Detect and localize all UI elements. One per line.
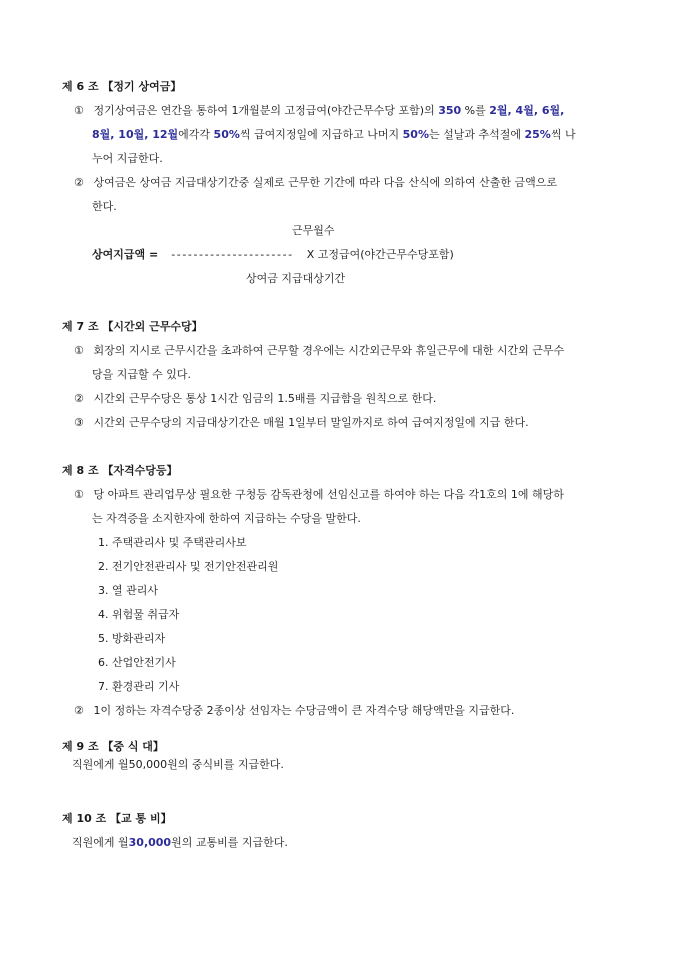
- article-7-para-3: ③ 시간외 근무수당의 지급대상기간은 매월 1일부터 말일까지로 하여 급여지정일에 지급 한다.: [74, 416, 529, 429]
- article-8-para-1-line-2: 는 자격증을 소지한자에 한하여 지급하는 수당을 말한다.: [92, 512, 361, 525]
- list-item: 1. 주택관리사 및 주택관리사보: [98, 536, 247, 549]
- article-6-para-2-line-2: 한다.: [92, 200, 117, 213]
- article-10-body: 직원에게 월30,000원의 교통비를 지급한다.: [72, 836, 288, 849]
- article-6-para-1-line-2: 8월, 10월, 12월에각각 50%씩 급여지정일에 지급하고 나머지 50%는 설날과 추석절에 25%씩 나: [92, 128, 576, 141]
- formula-multiplier: X 고정급여(야간근무수당포함): [306, 248, 454, 261]
- article-8-para-2: ② 1이 정하는 자격수당중 2종이상 선임자는 수당금액이 큰 자격수당 해당액만을 지급한다.: [74, 704, 515, 717]
- article-10-heading: 제 10 조 【교 통 비】: [62, 812, 172, 825]
- list-item: 5. 방화관리자: [98, 632, 166, 645]
- article-6-para-1-line-3: 누어 지급한다.: [92, 152, 163, 165]
- article-9-heading: 제 9 조 【중 식 대】: [62, 740, 164, 753]
- list-item: 7. 환경관리 기사: [98, 680, 180, 693]
- formula-denominator: 상여금 지급대상기간: [246, 272, 346, 285]
- list-item: 6. 산업안전기사: [98, 656, 176, 669]
- formula-numerator: 근무월수: [292, 224, 335, 237]
- article-9-body: 직원에게 월50,000원의 중식비를 지급한다.: [72, 758, 284, 771]
- list-item: 2. 전기안전관리사 및 전기안전관리원: [98, 560, 279, 573]
- formula-label: 상여지급액 =: [92, 248, 159, 261]
- formula-line: [92, 248, 454, 262]
- article-6-para-1-line-1: ① 정기상여금은 연간을 통하여 1개월분의 고정급여(야간근무수당 포함)의 350 %를 2월, 4월, 6월,: [74, 104, 565, 117]
- article-8-para-1-line-1: ① 당 아파트 관리업무상 필요한 구청등 감독관청에 선임신고를 하여야 하는 다음 각1호의 1에 해당하: [74, 488, 564, 501]
- para-number: ②: [74, 176, 84, 189]
- article-8-heading: 제 8 조 【자격수당등】: [62, 464, 178, 477]
- para-number: ①: [74, 104, 84, 117]
- article-6-para-2-line-1: ② 상여금은 상여금 지급대상기간중 실제로 근무한 기간에 따라 다음 산식에 의하여 산출한 금액으로: [74, 176, 557, 189]
- formula-fraction-bar: ----------------------: [171, 248, 294, 261]
- list-item: 3. 열 관리사: [98, 584, 158, 597]
- article-7-para-1-line-1: ① 회장의 지시로 근무시간을 초과하여 근무할 경우에는 시간외근무와 휴일근무에 대한 시간외 근무수: [74, 344, 565, 357]
- list-item: 4. 위험물 취급자: [98, 608, 180, 621]
- article-7-para-1-line-2: 당을 지급할 수 있다.: [92, 368, 191, 381]
- article-7-para-2: ② 시간외 근무수당은 통상 1시간 임금의 1.5배를 지급함을 원칙으로 한다.: [74, 392, 437, 405]
- article-7-heading: 제 7 조 【시간외 근무수당】: [62, 320, 203, 333]
- article-6-heading: 제 6 조 【정기 상여금】: [62, 80, 182, 93]
